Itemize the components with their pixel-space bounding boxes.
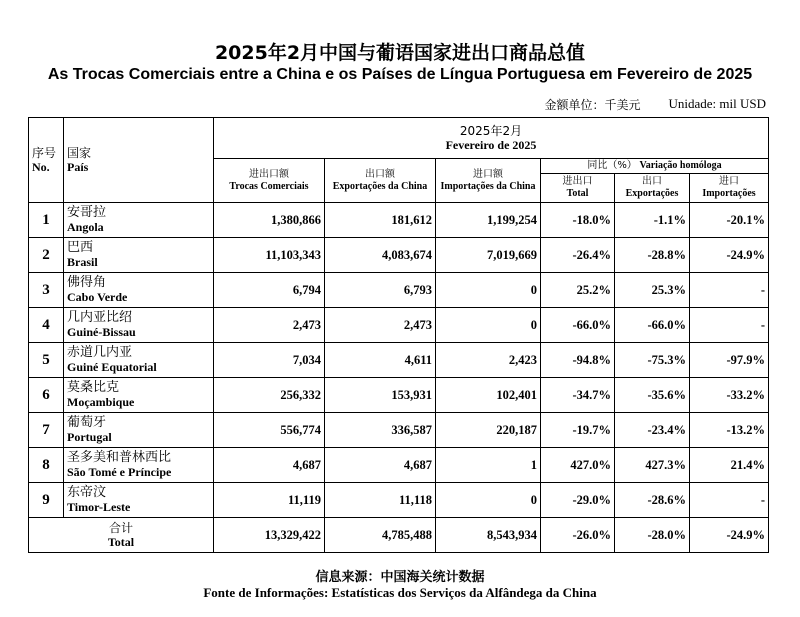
trade-value: 6,794 [214,273,325,308]
yoy-exports-value: -35.6% [615,378,690,413]
country-name-pt: São Tomé e Príncipe [67,465,172,479]
header-seq [29,118,64,203]
yoy-exports-value: 427.3% [615,448,690,483]
row-number: 5 [29,343,64,378]
country-name-pt: Cabo Verde [67,290,128,304]
row-number: 9 [29,483,64,518]
total-label-cn: 合计 [108,521,133,535]
table-row [29,308,769,343]
yoy-imports-value: -33.2% [690,378,769,413]
yoy-exports-value: -23.4% [615,413,690,448]
country-cell [64,448,214,483]
row-number: 7 [29,413,64,448]
header-imports [436,159,541,203]
yoy-imports-value: - [690,483,769,518]
country-name-cn: 葡萄牙 [67,415,107,430]
header-seq-cn: 序号 [32,146,57,160]
imports-value: 2,423 [436,343,541,378]
yoy-total-value: -34.7% [541,378,615,413]
header-period-pt: Fevereiro de 2025 [445,138,537,152]
total-yoy-total-value: -26.0% [541,518,615,553]
row-number: 6 [29,378,64,413]
yoy-exports-value: 25.3% [615,273,690,308]
header-trade-pt: Trocas Comerciais [229,180,309,192]
imports-value: 220,187 [436,413,541,448]
country-cell [64,413,214,448]
header-yoy-imports-cn: 进口 [719,176,739,187]
trade-value: 11,119 [214,483,325,518]
unit-note-portuguese: Unidade: mil USD [668,96,766,111]
yoy-total-value: -26.4% [541,238,615,273]
header-row-1 [29,118,769,159]
row-number: 2 [29,238,64,273]
unit-note [20,96,766,113]
header-seq-pt: No. [32,160,50,174]
total-trade-value: 13,329,422 [214,518,325,553]
country-name-pt: Angola [67,220,104,234]
header-yoy [541,159,769,174]
header-yoy-total-cn: 进出口 [562,176,593,187]
country-name-cn: 莫桑比克 [67,380,120,395]
header-country [64,118,214,203]
exports-value: 11,118 [325,483,436,518]
exports-value: 2,473 [325,308,436,343]
exports-value: 181,612 [325,203,436,238]
header-exports-pt: Exportações da China [332,180,428,192]
header-imports-cn: 进口额 [473,168,503,180]
header-yoy-pt: Variação homóloga [639,160,722,171]
country-cell [64,483,214,518]
total-yoy-imports-value: -24.9% [690,518,769,553]
yoy-exports-value: -28.6% [615,483,690,518]
total-label [29,518,214,553]
trade-table [28,117,769,553]
table-row [29,448,769,483]
total-row [29,518,769,553]
country-name-pt: Portugal [67,430,112,444]
row-number: 8 [29,448,64,483]
total-yoy-exports-value: -28.0% [615,518,690,553]
trade-value: 2,473 [214,308,325,343]
country-name-cn: 安哥拉 [67,205,107,220]
yoy-exports-value: -75.3% [615,343,690,378]
header-exports [325,159,436,203]
yoy-exports-value: -1.1% [615,203,690,238]
document-title-portuguese: As Trocas Comerciais entre a China e os Países de Língua Portuguesa em Fevereiro de 2025 [47,66,753,83]
yoy-imports-value: -20.1% [690,203,769,238]
table-row [29,413,769,448]
yoy-imports-value: - [690,308,769,343]
country-name-pt: Guiné Equatorial [67,360,157,374]
header-period-cn: 2025年2月 [459,124,523,138]
yoy-total-value: 427.0% [541,448,615,483]
header-yoy-imports-pt: Importações [702,188,756,199]
yoy-imports-value: -13.2% [690,413,769,448]
exports-value: 4,083,674 [325,238,436,273]
trade-value: 256,332 [214,378,325,413]
yoy-total-value: -18.0% [541,203,615,238]
yoy-total-value: -66.0% [541,308,615,343]
country-name-cn: 巴西 [67,240,94,255]
exports-value: 4,611 [325,343,436,378]
country-cell [64,343,214,378]
table-row [29,343,769,378]
total-exports-value: 4,785,488 [325,518,436,553]
yoy-total-value: -94.8% [541,343,615,378]
row-number: 4 [29,308,64,343]
header-yoy-exports [615,174,690,203]
header-yoy-total [541,174,615,203]
row-number: 1 [29,203,64,238]
trade-value: 7,034 [214,343,325,378]
yoy-total-value: -19.7% [541,413,615,448]
country-name-cn: 圣多美和普林西比 [67,450,172,465]
country-cell [64,203,214,238]
country-name-pt: Moçambique [67,395,135,409]
header-trade [214,159,325,203]
header-period [214,118,769,159]
yoy-imports-value: -97.9% [690,343,769,378]
yoy-exports-value: -66.0% [615,308,690,343]
yoy-imports-value: 21.4% [690,448,769,483]
imports-value: 102,401 [436,378,541,413]
country-cell [64,273,214,308]
total-label-pt: Total [107,535,135,549]
yoy-imports-value: - [690,273,769,308]
exports-value: 4,687 [325,448,436,483]
country-cell [64,378,214,413]
header-yoy-exports-cn: 出口 [642,176,662,187]
trade-value: 556,774 [214,413,325,448]
trade-value: 1,380,866 [214,203,325,238]
header-trade-cn: 进出口额 [249,168,289,180]
header-yoy-cn: 同比（%） [587,160,637,171]
trade-value: 11,103,343 [214,238,325,273]
table-row [29,238,769,273]
imports-value: 0 [436,273,541,308]
header-yoy-imports [690,174,769,203]
country-name-pt: Guiné-Bissau [67,325,136,339]
table-row [29,378,769,413]
country-name-pt: Brasil [67,255,98,269]
unit-note-chinese: 金额单位：千美元 [544,98,641,112]
yoy-imports-value: -24.9% [690,238,769,273]
total-imports-value: 8,543,934 [436,518,541,553]
exports-value: 153,931 [325,378,436,413]
yoy-exports-value: -28.8% [615,238,690,273]
yoy-total-value: -29.0% [541,483,615,518]
document-title-chinese: 2025年2月中国与葡语国家进出口商品总值 [214,42,586,64]
header-country-cn: 国家 [67,146,92,160]
trade-value: 4,687 [214,448,325,483]
country-cell [64,308,214,343]
imports-value: 1 [436,448,541,483]
country-cell [64,238,214,273]
header-yoy-exports-pt: Exportações [625,188,679,199]
header-yoy-total-pt: Total [566,188,589,199]
row-number: 3 [29,273,64,308]
country-name-cn: 东帝汶 [67,485,107,500]
imports-value: 0 [436,308,541,343]
table-row [29,273,769,308]
table-row [29,203,769,238]
table-row [29,483,769,518]
source-note-portuguese: Fonte de Informações: Estatísticas dos Serviços da Alfândega da China [203,585,597,600]
header-exports-cn: 出口额 [365,168,395,180]
yoy-total-value: 25.2% [541,273,615,308]
exports-value: 6,793 [325,273,436,308]
header-imports-pt: Importações da China [440,180,536,192]
country-name-cn: 几内亚比绍 [67,310,133,325]
imports-value: 0 [436,483,541,518]
exports-value: 336,587 [325,413,436,448]
source-note-chinese: 信息来源：中国海关统计数据 [315,570,485,585]
country-name-cn: 佛得角 [67,275,107,290]
imports-value: 1,199,254 [436,203,541,238]
header-country-pt: País [67,160,89,174]
imports-value: 7,019,669 [436,238,541,273]
country-name-cn: 赤道几内亚 [67,345,133,360]
country-name-pt: Timor-Leste [67,500,131,514]
